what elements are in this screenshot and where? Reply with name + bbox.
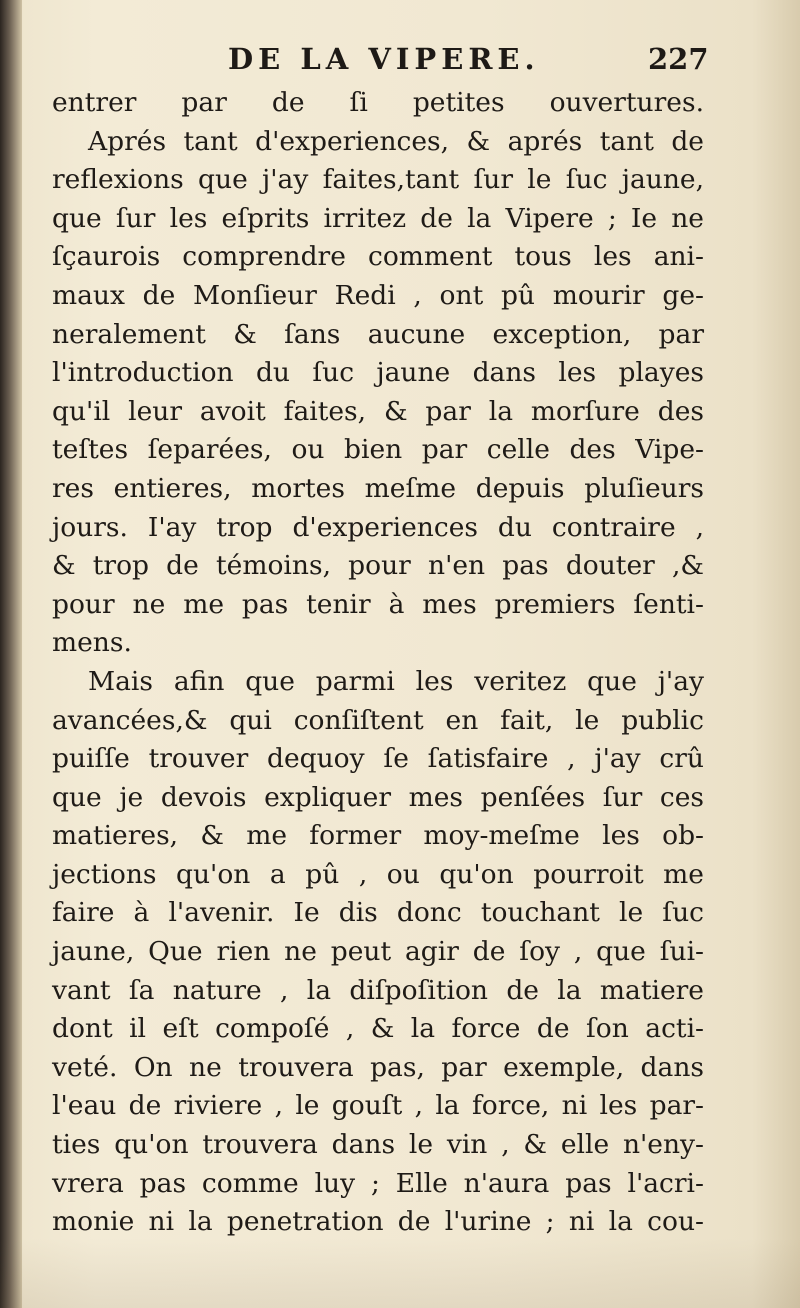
text-line: teſtes ſeparées, ou bien par celle des Vipe- [52, 434, 704, 466]
text-line: res entieres, mortes meſme depuis pluſieurs [52, 472, 704, 504]
text-line: pour ne me pas tenir à mes premiers ſenti- [52, 588, 704, 620]
text-line: ties qu'on trouvera dans le vin , & elle n'eny- [52, 1129, 704, 1161]
text-line: puiſſe trouver dequoy ſe ſatisfaire , j'ay crû [52, 743, 704, 775]
text-line: vant ſa nature , la diſpoſition de la matiere [52, 974, 704, 1006]
text-line: que ſur les eſprits irritez de la Vipere ; Ie ne [52, 202, 704, 234]
text-line: qu'il leur avoit faites, & par la morſure des [52, 395, 704, 427]
book-spine-shadow [0, 0, 22, 1308]
text-line: neralement & ſans aucune exception, par [52, 318, 704, 350]
text-line: l'introduction du ſuc jaune dans les playes [52, 357, 704, 389]
text-line: Mais afin que parmi les veritez que j'ay [88, 665, 704, 697]
text-line: reflexions que j'ay faites,tant ſur le ſuc jaune, [52, 164, 704, 196]
text-line: mens. [52, 627, 132, 659]
text-line: que je devois expliquer mes penſées ſur ces [52, 781, 704, 813]
text-line: vrera pas comme luy ; Elle n'aura pas l'acri- [52, 1167, 704, 1199]
text-line: entrer par de ſi petites ouvertures. [52, 87, 704, 118]
text-line: jours. I'ay trop d'experiences du contraire , [52, 511, 704, 543]
text-line: veté. On ne trouvera pas, par exemple, dans [52, 1051, 704, 1083]
text-line: jections qu'on a pû , ou qu'on pourroit me [52, 858, 704, 890]
text-line: & trop de témoins, pour n'en pas douter ,& [52, 550, 704, 582]
text-line: Aprés tant d'experiences, & aprés tant de [88, 125, 704, 157]
text-line: dont il eſt compoſé , & la force de ſon acti- [52, 1013, 704, 1045]
body-text [52, 84, 704, 1242]
page-number: 227 [648, 42, 709, 76]
text-line: jaune, Que rien ne peut agir de ſoy , que ſui- [52, 936, 704, 968]
page-bottom-shade [0, 1238, 800, 1308]
text-line: maux de Monſieur Redi , ont pû mourir ge- [52, 279, 704, 311]
text-line: matieres, & me former moy-meſme les ob- [52, 820, 704, 852]
page-header [0, 40, 800, 90]
text-line: ſçaurois comprendre comment tous les ani- [52, 241, 704, 273]
text-line: faire à l'avenir. Ie dis donc touchant le ſuc [52, 897, 704, 929]
text-line: avancées,& qui conſiſtent en fait, le public [52, 704, 704, 736]
text-line: l'eau de riviere , le gouſt , la force, ni les par- [52, 1090, 704, 1122]
running-title: DE LA VIPERE. [228, 42, 540, 76]
text-line: monie ni la penetration de l'urine ; ni la cou- [52, 1206, 704, 1238]
